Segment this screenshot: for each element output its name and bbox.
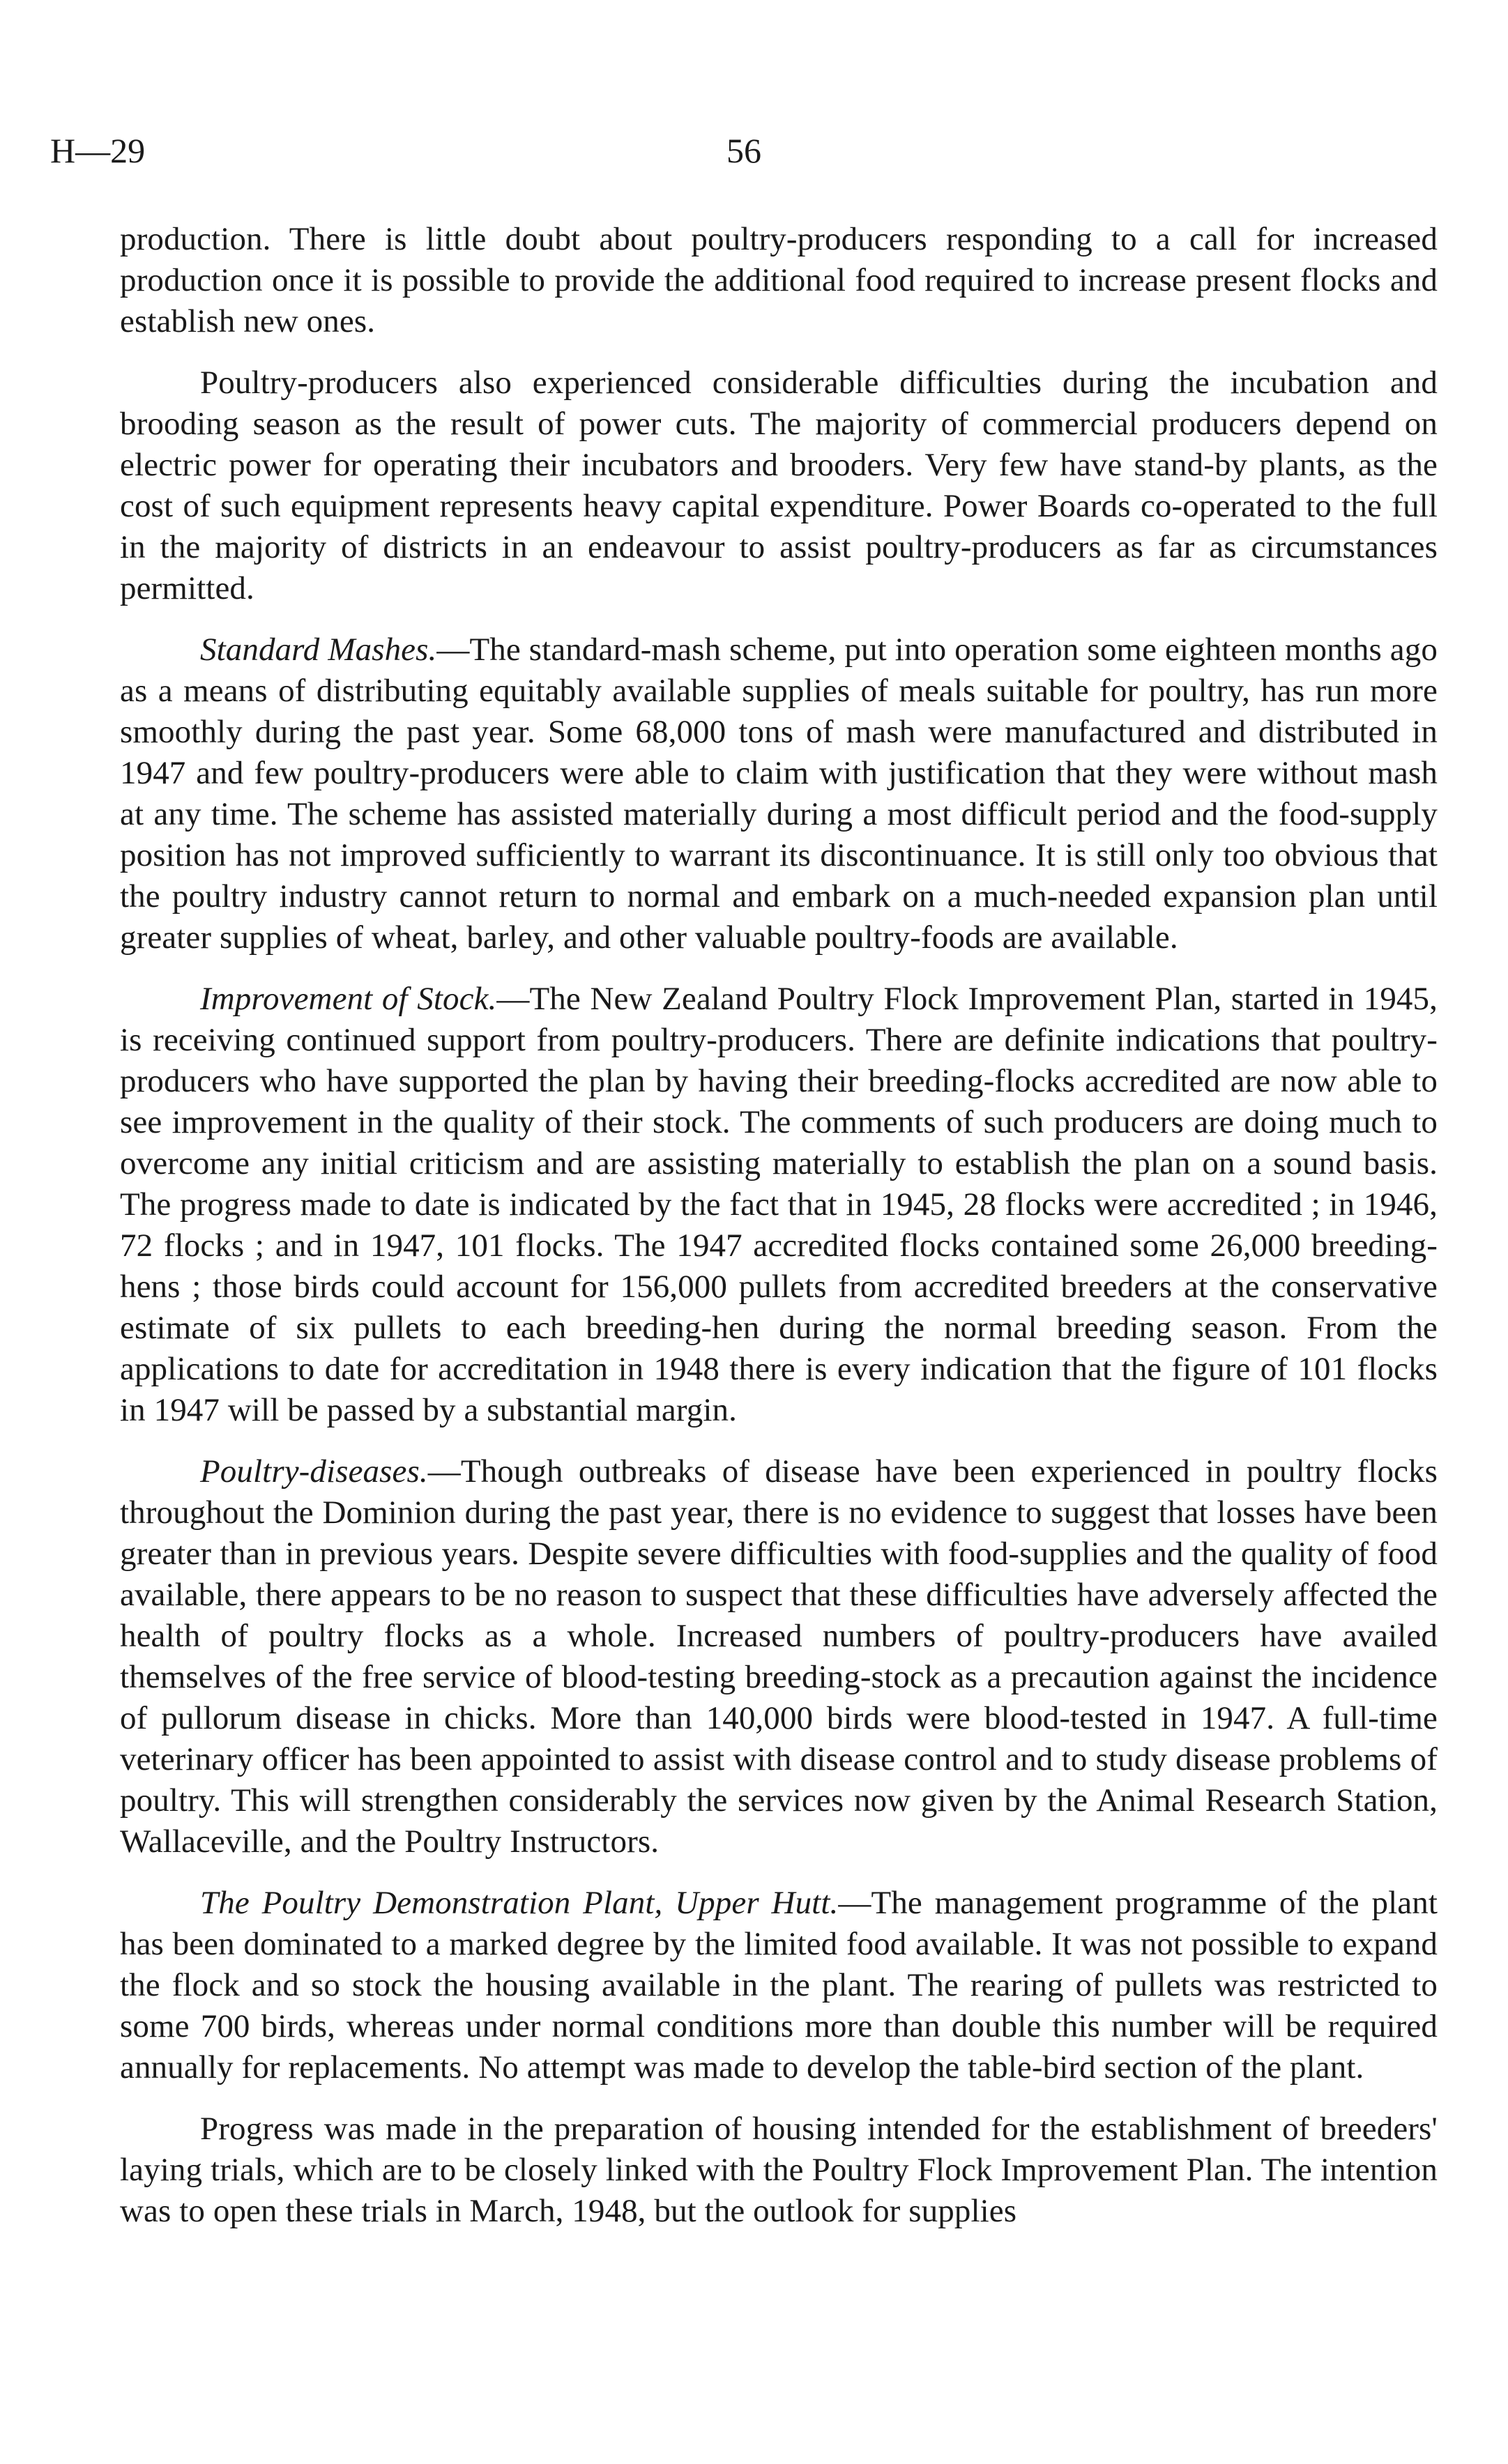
paragraph-improvement-of-stock bbox=[120, 979, 1438, 1431]
paragraph-power-cuts bbox=[120, 362, 1438, 609]
document-reference: H—29 bbox=[50, 131, 146, 170]
page-number: 56 bbox=[726, 131, 761, 170]
body-text bbox=[120, 219, 1438, 2252]
paragraph-text: —The management programme of the plant has been dominated to a marked degree by the limited food available. It was not possible to expand the flock and so stock the housing available in the plant. The rearing of pullets was restricted to some 700 birds, whereas under normal conditions more than double this number will be required annually for replacements. No attempt was made to develop the table-bird section of the plant. bbox=[120, 1885, 1438, 2086]
paragraph-text: Poultry-producers also experienced considerable difficulties during the incubation and brooding season as the result of power cuts. The majority of commercial producers depend on electric power for operating their incubators and brooders. Very few have stand-by plants, as the cost of such equipment represents heavy capital expenditure. Power Boards co-operated to the full in the majority of districts in an endeavour to assist poultry-producers as far as circumstances permitted. bbox=[120, 365, 1438, 606]
paragraph-poultry-diseases bbox=[120, 1451, 1438, 1862]
paragraph-text: Progress was made in the preparation of housing intended for the establishment of breeders' laying trials, which are to be closely linked with the Poultry Flock Improvement Plan. The intention was to open these trials in March, 1948, but the outlook for supplies bbox=[120, 2111, 1438, 2229]
page-header bbox=[50, 130, 1438, 171]
paragraph-production bbox=[120, 219, 1438, 342]
section-heading: Standard Mashes. bbox=[200, 632, 437, 668]
paragraph-demonstration-plant bbox=[120, 1883, 1438, 2088]
paragraph-laying-trials bbox=[120, 2109, 1438, 2232]
section-heading: Improvement of Stock. bbox=[200, 981, 497, 1017]
paragraph-text: —Though outbreaks of disease have been experienced in poultry flocks throughout the Dominion during the past year, there is no evidence to suggest that losses have been greater than in previous years. Despite severe difficulties with food-supplies and the quality of food available, there appears to be no reason to suspect that these difficulties have adversely affected the health of poultry flocks as a whole. Increased numbers of poultry-producers have availed themselves of the free service of blood-testing breeding-stock as a precaution against the incidence of pullorum disease in chicks. More than 140,000 birds were blood-tested in 1947. A full-time veterinary officer has been appointed to assist with disease control and to study disease problems of poultry. This will strengthen considerably the services now given by the Animal Research Station, Wallaceville, and the Poultry Instructors. bbox=[120, 1453, 1438, 1860]
section-heading: The Poultry Demonstration Plant, Upper Hutt. bbox=[200, 1885, 839, 1921]
paragraph-text: —The New Zealand Poultry Flock Improvement Plan, started in 1945, is receiving continued support from poultry-producers. There are definite indications that poultry-producers who have supported the plan by having their breeding-flocks accredited are now able to see improvement in the quality of their stock. The comments of such producers are doing much to overcome any initial criticism and are assisting materially to establish the plan on a sound basis. The progress made to date is indicated by the fact that in 1945, 28 flocks were accredited ; in 1946, 72 flocks ; and in 1947, 101 flocks. The 1947 accredited flocks contained some 26,000 breeding-hens ; those birds could account for 156,000 pullets from accredited breeders at the conservative estimate of six pullets to each breeding-hen during the normal breeding season. From the applications to date for accreditation in 1948 there is every indication that the figure of 101 flocks in 1947 will be passed by a substantial margin. bbox=[120, 981, 1438, 1428]
section-heading: Poultry-diseases. bbox=[200, 1453, 428, 1490]
paragraph-text: —The standard-mash scheme, put into operation some eighteen months ago as a means of distributing equitably available supplies of meals suitable for poultry, has run more smoothly during the past year. Some 68,000 tons of mash were manufactured and distributed in 1947 and few poultry-producers were able to claim with justification that they were without mash at any time. The scheme has assisted materially during a most difficult period and the food-supply position has not improved sufficiently to warrant its discontinuance. It is still only too obvious that the poultry industry cannot return to normal and embark on a much-needed expansion plan until greater supplies of wheat, barley, and other valuable poultry-foods are available. bbox=[120, 632, 1438, 956]
paragraph-text: production. There is little doubt about poultry-producers responding to a call for increased production once it is possible to provide the additional food required to increase present flocks and establish new ones. bbox=[120, 221, 1438, 339]
paragraph-standard-mashes bbox=[120, 629, 1438, 958]
